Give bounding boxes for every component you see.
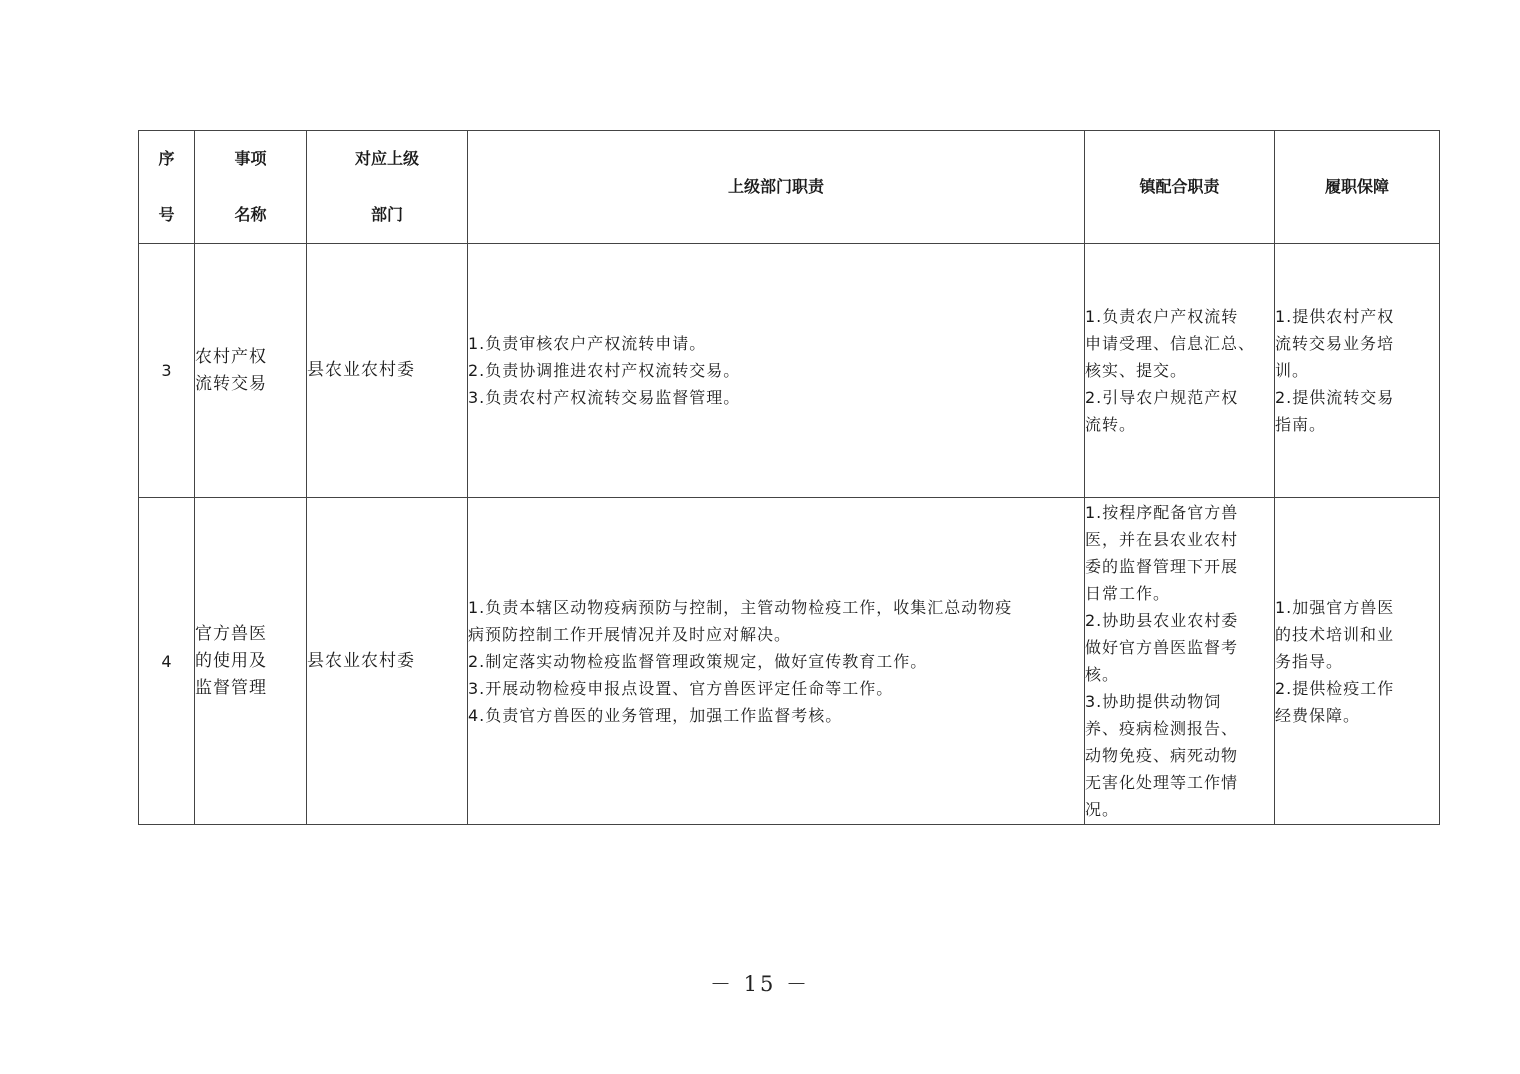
row-town-line: 核实、提交。	[1085, 361, 1188, 380]
table-row	[139, 498, 1440, 825]
row-num: 4	[139, 498, 195, 825]
row-town-line: 日常工作。	[1085, 584, 1171, 603]
row-guarantee-line: 2.提供检疫工作	[1275, 678, 1395, 698]
row-town-line: 况。	[1085, 800, 1120, 819]
row-duty-line: 3.开展动物检疫申报点设置、官方兽医评定任命等工作。	[468, 678, 894, 698]
row-name	[195, 244, 307, 498]
duty-table	[138, 130, 1440, 825]
row-duty-line: 2.制定落实动物检疫监督管理政策规定，做好宣传教育工作。	[468, 651, 928, 671]
header-name-line1: 事项	[234, 149, 267, 168]
row-duty-line: 病预防控制工作开展情况并及时应对解决。	[468, 624, 792, 644]
row-duty	[468, 498, 1085, 825]
row-guarantee-line: 训。	[1275, 361, 1310, 380]
row-town-line: 核。	[1085, 665, 1120, 684]
row-name-line: 的使用及	[195, 650, 267, 671]
row-name-line: 官方兽医	[195, 623, 267, 644]
row-town-line: 申请受理、信息汇总、	[1085, 334, 1256, 353]
row-town-line: 无害化处理等工作情	[1085, 773, 1239, 792]
row-duty-line: 3.负责农村产权流转交易监督管理。	[468, 388, 741, 407]
header-name	[195, 131, 307, 244]
row-name-line: 农村产权	[195, 346, 267, 367]
row-name-line: 流转交易	[195, 373, 267, 394]
row-town-line: 3.协助提供动物饲	[1085, 692, 1222, 711]
header-num-line2: 号	[158, 205, 175, 224]
row-guarantee-line: 指南。	[1275, 415, 1327, 434]
row-town	[1085, 498, 1275, 825]
row-guarantee-line: 经费保障。	[1275, 705, 1361, 725]
row-town-line: 医，并在县农业农村	[1085, 530, 1239, 549]
row-guarantee	[1275, 244, 1440, 498]
header-town: 镇配合职责	[1085, 131, 1275, 244]
row-guarantee-line: 流转交易业务培	[1275, 334, 1395, 353]
row-guarantee-line: 1.加强官方兽医	[1275, 597, 1395, 617]
row-name-line: 监督管理	[195, 677, 267, 698]
row-guarantee-line: 务指导。	[1275, 651, 1344, 671]
row-town-line: 1.负责农户产权流转	[1085, 307, 1239, 326]
row-town-line: 2.协助县农业农村委	[1085, 611, 1239, 630]
header-row	[139, 131, 1440, 244]
row-town-line: 委的监督管理下开展	[1085, 557, 1239, 576]
row-dept: 县农业农村委	[307, 498, 468, 825]
header-num	[139, 131, 195, 244]
page-number: － 15 －	[709, 972, 811, 996]
row-town-line: 2.引导农户规范产权	[1085, 388, 1239, 407]
header-name-line2: 名称	[234, 205, 267, 224]
row-duty-line: 4.负责官方兽医的业务管理，加强工作监督考核。	[468, 705, 843, 725]
row-dept: 县农业农村委	[307, 244, 468, 498]
row-town	[1085, 244, 1275, 498]
table-row	[139, 244, 1440, 498]
row-guarantee	[1275, 498, 1440, 825]
row-duty-line: 1.负责本辖区动物疫病预防与控制，主管动物检疫工作，收集汇总动物疫	[468, 597, 1013, 617]
row-guarantee-line: 1.提供农村产权	[1275, 307, 1395, 326]
header-guarantee: 履职保障	[1275, 131, 1440, 244]
row-duty	[468, 244, 1085, 498]
row-town-line: 做好官方兽医监督考	[1085, 638, 1239, 657]
row-town-line: 养、疫病检测报告、	[1085, 719, 1239, 738]
row-duty-line: 2.负责协调推进农村产权流转交易。	[468, 361, 741, 380]
row-town-line: 1.按程序配备官方兽	[1085, 503, 1239, 522]
row-guarantee-line: 2.提供流转交易	[1275, 388, 1395, 407]
header-num-line1: 序	[158, 149, 175, 168]
row-num: 3	[139, 244, 195, 498]
header-dept	[307, 131, 468, 244]
row-town-line: 动物免疫、病死动物	[1085, 746, 1239, 765]
row-town-line: 流转。	[1085, 415, 1137, 434]
row-name	[195, 498, 307, 825]
row-duty-line: 1.负责审核农户产权流转申请。	[468, 334, 707, 353]
header-dept-line1: 对应上级	[354, 149, 419, 168]
header-duty: 上级部门职责	[468, 131, 1085, 244]
header-dept-line2: 部门	[370, 205, 403, 224]
row-guarantee-line: 的技术培训和业	[1275, 624, 1395, 644]
